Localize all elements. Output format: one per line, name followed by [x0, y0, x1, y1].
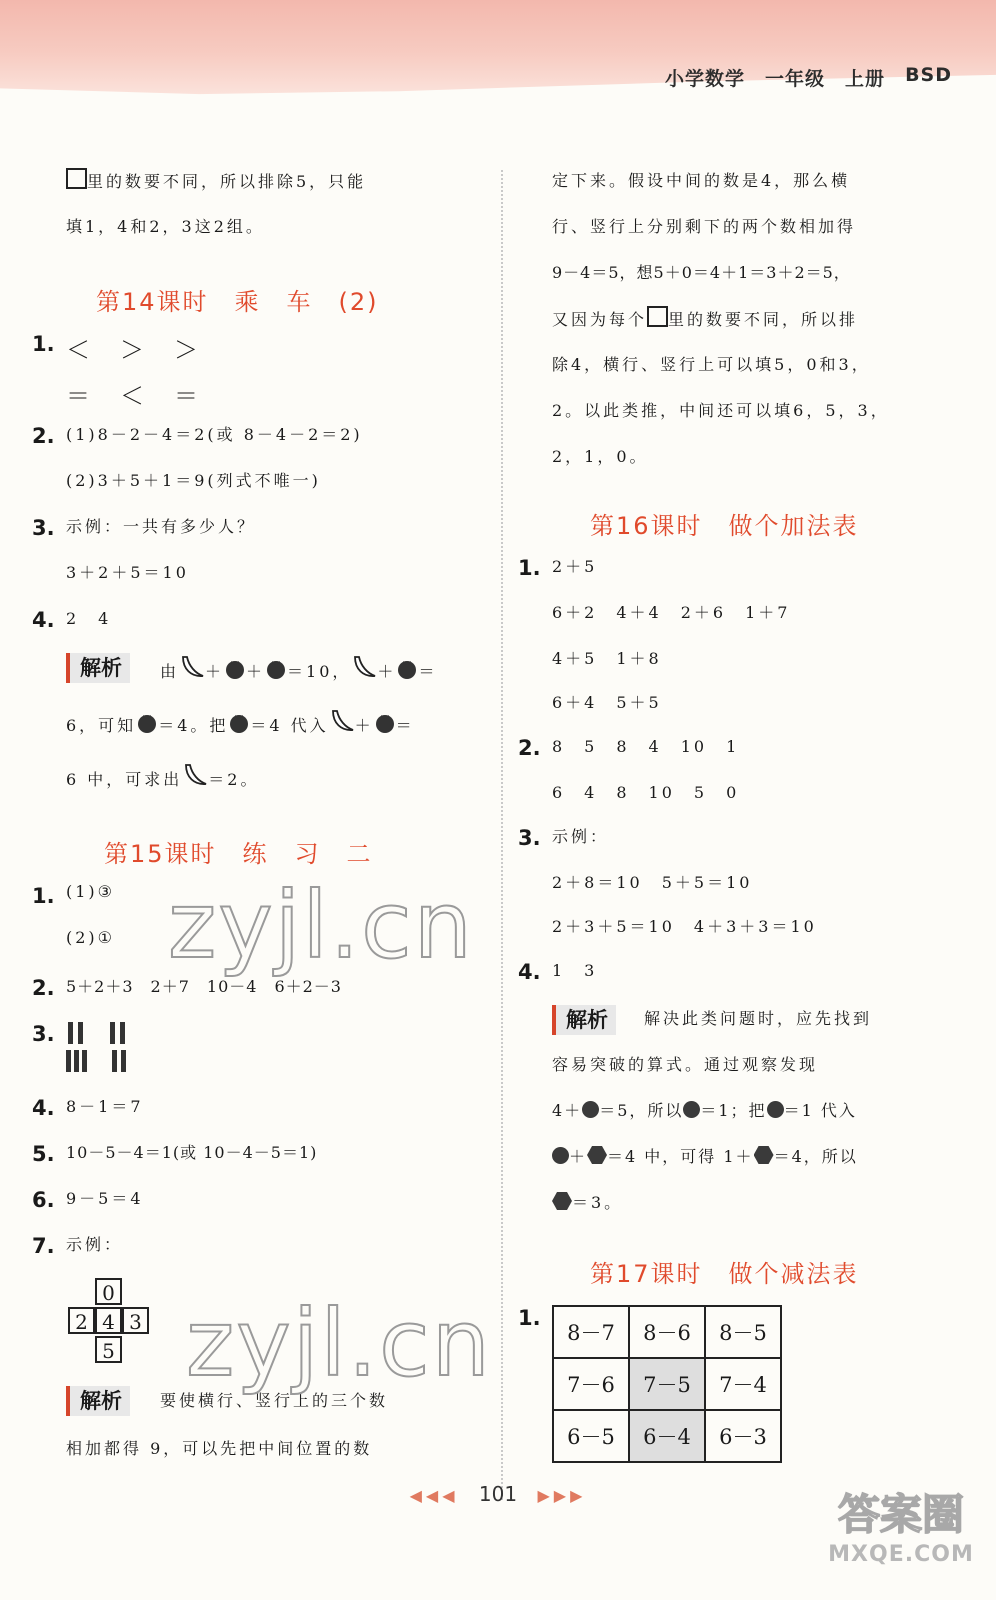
column-divider — [501, 170, 503, 1500]
lesson15-title: 第15课时 练 习 二 — [104, 840, 373, 868]
grid-cell-right: 3 — [122, 1307, 149, 1334]
watermark: zyjl.cn — [168, 872, 474, 979]
analysis16-line-4: ＋ ＝4 中，可得 1＋ ＝4，所以 — [552, 1144, 858, 1167]
l16-q1-r1: 2＋5 — [552, 557, 598, 576]
l15-q6-a: 9－5＝4 — [66, 1189, 144, 1208]
analysis-tag: 解析 — [66, 1386, 130, 1416]
header-edition: BSD — [905, 64, 952, 86]
analysis-tag: 解析 — [552, 1005, 616, 1035]
lesson14-title: 第14课时 乘 车 (2) — [96, 288, 379, 316]
q-number: 5. — [32, 1142, 55, 1166]
cont-line-5: 除4，横行、竖行上可以填5，0和3， — [552, 355, 871, 374]
analysis14-line-3: 6 中，可求出 ＝2。 — [66, 762, 259, 790]
l16-q1-r2: 6＋2 4＋4 2＋6 1＋7 — [552, 603, 791, 622]
tomato-icon — [265, 658, 287, 680]
analysis15-line-2: 相加都得 9，可以先把中间位置的数 — [66, 1439, 373, 1458]
analysis-tag: 解析 — [66, 653, 130, 683]
q-number: 3. — [32, 516, 55, 540]
analysis16-line-1: 解决此类问题时，应先找到 — [644, 1009, 873, 1028]
table-cell-shaded: 6－4 — [629, 1410, 705, 1462]
banana-icon — [182, 762, 208, 788]
table-cell: 7－6 — [553, 1358, 629, 1410]
q-number: 1. — [518, 556, 541, 580]
cont-line-7: 2，1，0。 — [552, 447, 649, 466]
q-number: 2. — [32, 976, 55, 1000]
cont-line-6: 2。以此类推，中间还可以填6，5，3， — [552, 401, 890, 420]
q-number: 6. — [32, 1188, 55, 1212]
cont-line-2: 行、竖行上分别剩下的两个数相加得 — [552, 217, 857, 236]
grid-cell-left: 2 — [68, 1307, 95, 1334]
analysis16-line-2: 容易突破的算式。通过观察发现 — [552, 1055, 819, 1074]
blank-box-icon — [66, 168, 87, 189]
l16-q3-r2: 2＋8＝10 5＋5＝10 — [552, 873, 753, 892]
corner-watermark-title: 答案圈 — [837, 1490, 964, 1539]
table-cell: 7－4 — [705, 1358, 781, 1410]
table-cell: 8－6 — [629, 1306, 705, 1358]
analysis14-line-1: 由 ＋ ＋ ＝10， ＋ ＝ — [160, 654, 437, 682]
l16-q2-r2: 6 4 8 10 5 0 — [552, 783, 740, 802]
prev-arrows-icon: ◀◀◀ — [409, 1486, 459, 1505]
subtraction-table — [552, 1305, 782, 1463]
analysis16-line-5: ＝3。 — [552, 1190, 623, 1213]
q-number: 4. — [32, 1096, 55, 1120]
table-cell: 8－7 — [553, 1306, 629, 1358]
q2-answer-a: (1)8－2－4＝2(或 8－4－2＝2) — [66, 425, 363, 444]
header-grade: 一年级 — [765, 68, 826, 90]
tomato-icon — [374, 712, 396, 734]
l15-q7-a: 示例： — [66, 1235, 124, 1254]
cont-line-4: 又因为每个 里的数要不同，所以排 — [552, 306, 858, 330]
l16-q1-r3: 4＋5 1＋8 — [552, 649, 662, 668]
hexagon-shape-icon — [754, 1146, 774, 1164]
l16-q2-r1: 8 5 8 4 10 1 — [552, 737, 740, 756]
page-number: 101 — [478, 1482, 518, 1506]
banana-icon — [179, 654, 205, 680]
q1-row1: ＜ ＞ ＞ — [66, 336, 201, 364]
cont-line-3: 9－4＝5，想5＋0＝4＋1＝3＋2＝5， — [552, 263, 851, 282]
circle-shape-icon — [552, 1147, 569, 1164]
analysis16-line-3: 4＋ ＝5，所以 ＝1；把 ＝1 代入 — [552, 1101, 857, 1120]
tomato-icon — [224, 658, 246, 680]
banana-icon — [351, 654, 377, 680]
q-number: 1. — [32, 884, 55, 908]
q-number: 3. — [32, 1022, 55, 1046]
circle-shape-icon — [582, 1101, 599, 1118]
l15-q4-a: 8－1＝7 — [66, 1097, 144, 1116]
lesson16-title: 第16课时 做个加法表 — [590, 512, 859, 540]
table-cell-shaded: 7－5 — [629, 1358, 705, 1410]
hexagon-shape-icon — [552, 1192, 572, 1210]
q-number: 1. — [518, 1306, 541, 1330]
l16-q3-r1: 示例： — [552, 827, 610, 846]
circle-shape-icon — [767, 1101, 784, 1118]
q3-answer-a: 示例：一共有多少人？ — [66, 517, 257, 536]
q-number: 4. — [32, 608, 55, 632]
table-cell: 6－3 — [705, 1410, 781, 1462]
next-arrows-icon: ▶▶▶ — [537, 1486, 587, 1505]
q3-answer-b: 3＋2＋5＝10 — [66, 563, 189, 582]
tomato-icon — [396, 658, 418, 680]
grid-cell-center: 4 — [95, 1307, 122, 1334]
l16-q3-r3: 2＋3＋5＝10 4＋3＋3＝10 — [552, 917, 817, 936]
grid-cell-bottom: 5 — [95, 1336, 122, 1363]
q-number: 4. — [518, 960, 541, 984]
corner-watermark-url: MXQE.COM — [828, 1542, 974, 1567]
l15-q1-a: (1)③ — [66, 882, 116, 901]
l16-q1-r4: 6＋4 5＋5 — [552, 693, 662, 712]
grid-cell-top: 0 — [95, 1278, 122, 1305]
cont-line-1: 定下来。假设中间的数是4，那么横 — [552, 171, 851, 190]
header-subject: 小学数学 — [665, 68, 746, 90]
header-meta — [665, 64, 952, 91]
q2-answer-b: (2)3＋5＋1＝9(列式不唯一) — [66, 471, 321, 490]
q4-answer: 2 4 — [66, 609, 112, 628]
circle-shape-icon — [683, 1101, 700, 1118]
l16-q4-r1: 1 3 — [552, 961, 598, 980]
q-number: 3. — [518, 826, 541, 850]
tomato-icon — [136, 712, 158, 734]
blank-box-icon — [647, 306, 668, 327]
watermark: zyjl.cn — [186, 1290, 492, 1397]
corner-watermark-logo — [826, 1482, 976, 1592]
header-volume: 上册 — [845, 68, 886, 90]
analysis14-line-2: 6，可知 ＝4。把 ＝4 代入 ＋ ＝ — [66, 708, 415, 736]
q-number: 2. — [32, 424, 55, 448]
q1-row2: ＝ ＜ ＝ — [66, 382, 201, 410]
analysis15-line-1: 要使横行、竖行上的三个数 — [160, 1391, 389, 1410]
table-cell: 8－5 — [705, 1306, 781, 1358]
tomato-icon — [228, 712, 250, 734]
tally-sticks-icon — [64, 1020, 134, 1076]
l15-q5-a: 10－5－4＝1(或 10－4－5＝1) — [66, 1143, 318, 1162]
hexagon-shape-icon — [587, 1146, 607, 1164]
intro-line-1: 里的数要不同，所以排除5，只能 — [66, 168, 366, 192]
lesson17-title: 第17课时 做个减法表 — [590, 1260, 859, 1288]
q-number: 7. — [32, 1234, 55, 1258]
q-number: 1. — [32, 332, 55, 356]
l15-q2-a: 5＋2＋3 2＋7 10－4 6＋2－3 — [66, 977, 342, 996]
q-number: 2. — [518, 736, 541, 760]
intro-line-2: 填1，4和2，3这2组。 — [66, 217, 265, 236]
banana-icon — [329, 708, 355, 734]
l15-q1-b: (2)① — [66, 928, 116, 947]
table-cell: 6－5 — [553, 1410, 629, 1462]
